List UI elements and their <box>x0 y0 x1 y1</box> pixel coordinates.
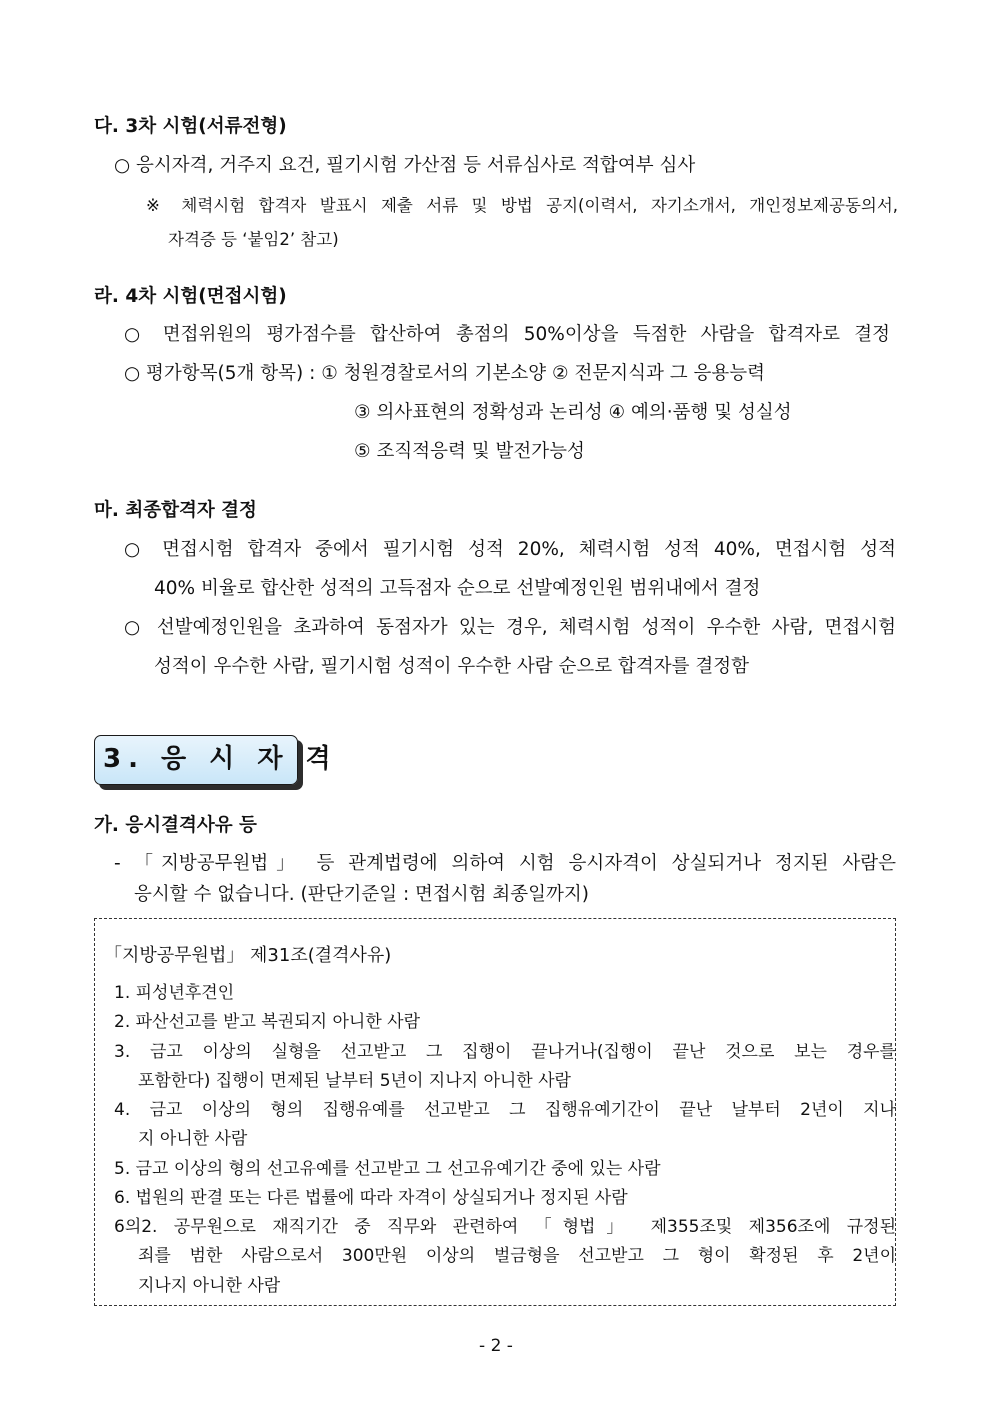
section-title: 3. 응 시 자 격 <box>103 744 338 774</box>
law-item-3-line2: 포함한다) 집행이 면제된 날부터 5년이 지나지 아니한 사람 <box>138 1071 571 1091</box>
page-number: - 2 - <box>479 1336 513 1356</box>
disqualification-line1: - 「지방공무원법」 등 관계법령에 의하여 시험 응시자격이 상실되거나 정지된 사람은 <box>114 853 896 874</box>
law-item-4-line1: 4. 금고 이상의 형의 집행유예를 선고받고 그 집행유예기간이 끝난 날부터 2년이 지나 <box>114 1100 896 1120</box>
law-item-5: 5. 금고 이상의 형의 선고유예를 선고받고 그 선고유예기간 중에 있는 사람 <box>114 1159 661 1179</box>
fourth-exam-item2-line1: ○ 평가항목(5개 항목) : ① 청원경찰로서의 기본소양 ② 전문지식과 그 응용능력 <box>124 363 765 384</box>
law-item-4-line2: 지 아니한 사람 <box>138 1129 248 1149</box>
fourth-exam-item2-line3: ⑤ 조직적응력 및 발전가능성 <box>354 441 585 462</box>
final-item1-line2: 40% 비율로 합산한 성적의 고득점자 순으로 선발예정인원 범위내에서 결정 <box>154 578 761 599</box>
third-exam-note-line1: ※ 체력시험 합격자 발표시 제출 서류 및 방법 공지(이력서, 자기소개서, 개인정보제공동의서, <box>146 196 898 215</box>
fourth-exam-item2-line2: ③ 의사표현의 정확성과 논리성 ④ 예의·품행 및 성실성 <box>354 402 792 423</box>
heading-third-exam: 다. 3차 시험(서류전형) <box>94 116 287 137</box>
heading-fourth-exam: 라. 4차 시험(면접시험) <box>94 286 287 307</box>
law-item-6-2-line3: 지나지 아니한 사람 <box>138 1276 281 1296</box>
final-item1-line1: ○ 면접시험 합격자 중에서 필기시험 성적 20%, 체력시험 성적 40%, 면접시험 성적 <box>124 539 896 560</box>
law-item-1: 1. 피성년후견인 <box>114 983 235 1003</box>
final-item2-line2: 성적이 우수한 사람, 필기시험 성적이 우수한 사람 순으로 합격자를 결정함 <box>154 656 749 677</box>
law-item-6-2-line1: 6의2. 공무원으로 재직기간 중 직무와 관련하여 「형법」 제355조및 제356조에 규정된 <box>114 1217 896 1237</box>
law-item-3-line1: 3. 금고 이상의 실형을 선고받고 그 집행이 끝나거나(집행이 끝난 것으로 보는 경우를 <box>114 1042 896 1062</box>
third-exam-item: ○ 응시자격, 거주지 요건, 필기시험 가산점 등 서류심사로 적합여부 심사 <box>114 155 696 176</box>
disqualification-line2: 응시할 수 없습니다. (판단기준일 : 면접시험 최종일까지) <box>134 884 589 905</box>
law-item-6: 6. 법원의 판결 또는 다른 법률에 따라 자격이 상실되거나 정지된 사람 <box>114 1188 628 1208</box>
law-excerpt-title: 「지방공무원법」 제31조(결격사유) <box>104 945 392 966</box>
heading-disqualification: 가. 응시결격사유 등 <box>94 815 257 836</box>
fourth-exam-item1: ○ 면접위원의 평가점수를 합산하여 총점의 50%이상을 득점한 사람을 합격자로 결정 <box>124 324 890 345</box>
law-item-6-2-line2: 죄를 범한 사람으로서 300만원 이상의 벌금형을 선고받고 그 형이 확정된 후 2년이 <box>138 1246 896 1266</box>
heading-final-decision: 마. 최종합격자 결정 <box>94 500 257 521</box>
final-item2-line1: ○ 선발예정인원을 초과하여 동점자가 있는 경우, 체력시험 성적이 우수한 사람, 면접시험 <box>124 617 896 638</box>
law-item-2: 2. 파산선고를 받고 복권되지 아니한 사람 <box>114 1012 420 1032</box>
third-exam-note-line2: 자격증 등 ‘붙임2’ 참고) <box>168 230 339 249</box>
